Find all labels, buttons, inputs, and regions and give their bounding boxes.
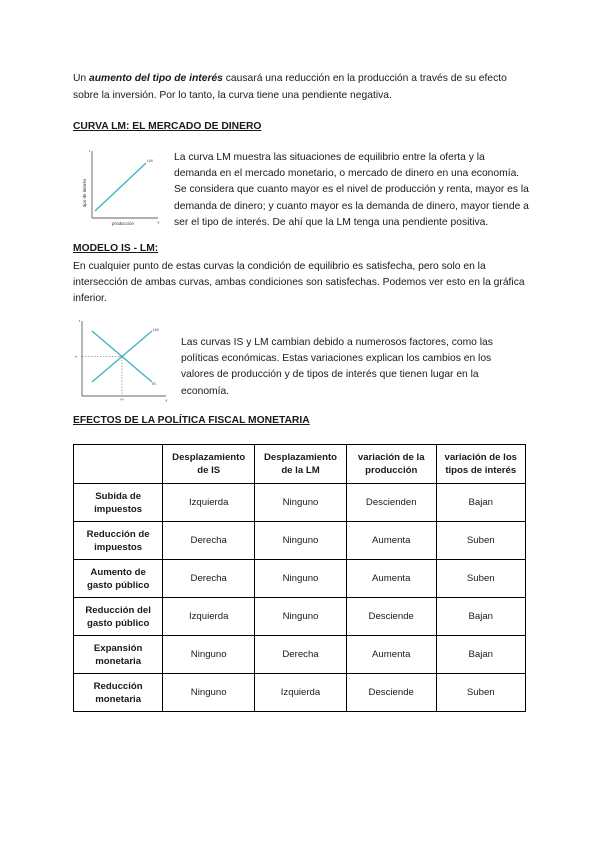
table-row [74, 636, 526, 674]
lm-y-label: tipo de interés [82, 178, 87, 207]
table-cell: Ninguno [255, 522, 347, 560]
intro-paragraph [73, 70, 533, 104]
intro-prefix: Un [73, 73, 90, 84]
table-cell: Aumenta [346, 636, 436, 674]
islm-description: Las curvas IS y LM cambian debido a numerosos factores, como las políticas económicas. Estas variaciones explican los cambios en los valores de producción y de tipos de interés que tienen lugar en la economía. [181, 337, 493, 397]
lm-curve-label: LM [147, 158, 153, 163]
table-cell: Ninguno [163, 674, 255, 712]
lm-x-label: producción [112, 221, 135, 226]
row-header: Subida de impuestos [74, 484, 163, 522]
table-cell: Aumenta [346, 522, 436, 560]
table-cell: Ninguno [255, 598, 347, 636]
row-header: Reducción monetaria [74, 674, 163, 712]
islm-is-label: IS [152, 381, 156, 386]
effects-table [73, 444, 526, 712]
column-header: Desplazamiento de IS [163, 445, 255, 484]
table-header-row [74, 445, 526, 484]
column-header: variación de los tipos de interés [436, 445, 525, 484]
row-header: Reducción de impuestos [74, 522, 163, 560]
table-cell: Suben [436, 522, 525, 560]
effects-heading: EFECTOS DE LA POLÍTICA FISCAL MONETARIA [73, 415, 310, 426]
table-cell: Derecha [163, 560, 255, 598]
islm-eq-y: Y* [120, 398, 124, 402]
row-header: Aumento de gasto público [74, 560, 163, 598]
intro-suffix: causará una reducción en la producción a través de su efecto sobre la inversión. Por lo tanto, la curva tiene una pendiente negativa. [73, 73, 507, 101]
table-cell: Bajan [436, 598, 525, 636]
row-header: Expansión monetaria [74, 636, 163, 674]
table-cell: Suben [436, 560, 525, 598]
table-cell: Ninguno [255, 484, 347, 522]
islm-eq-r: r* [75, 355, 78, 359]
table-cell: Bajan [436, 484, 525, 522]
table-row [74, 598, 526, 636]
table-cell: Suben [436, 674, 525, 712]
table-cell: Desciende [346, 598, 436, 636]
lm-chart [78, 145, 162, 230]
islm-heading: MODELO IS - LM: [73, 243, 159, 254]
row-header: Reducción del gasto público [74, 598, 163, 636]
table-cell: Derecha [163, 522, 255, 560]
lm-description: La curva LM muestra las situaciones de equilibrio entre la oferta y la demanda en el mercado monetario, o mercado de dinero en una economía. Se considera que cuanto mayor es el nivel de producción y renta, mayor es la demanda de dinero; y cuanto mayor es la demanda de dinero, mayor tiende a ser el tipo de interés. De ahí que la LM tenga una pendiente positiva. [174, 152, 529, 228]
lm-x-letter: Y [157, 220, 160, 225]
table-cell: Izquierda [255, 674, 347, 712]
table-row [74, 560, 526, 598]
islm-y-letter: r [79, 318, 81, 323]
intro-emphasis: aumento del tipo de interés [89, 73, 223, 84]
table-cell: Izquierda [163, 484, 255, 522]
table-row [74, 484, 526, 522]
islm-paragraph: En cualquier punto de estas curvas la condición de equilibrio es satisfecha, pero solo en la intersección de ambas curvas, ambas condiciones son satisfechas. Podemos ver esto en la gráfica inferior. [73, 261, 525, 305]
table-cell: Izquierda [163, 598, 255, 636]
table-cell: Bajan [436, 636, 525, 674]
table-cell: Descienden [346, 484, 436, 522]
lm-y-letter: r [89, 148, 91, 153]
table-cell: Desciende [346, 674, 436, 712]
column-header: Desplazamiento de la LM [255, 445, 347, 484]
table-row [74, 522, 526, 560]
lm-heading: CURVA LM: EL MERCADO DE DINERO [73, 121, 262, 132]
column-header [74, 445, 163, 484]
table-row [74, 674, 526, 712]
column-header: variación de la producción [346, 445, 436, 484]
lm-curve [95, 163, 146, 211]
islm-x-letter: Y [165, 398, 168, 402]
table-cell: Ninguno [255, 560, 347, 598]
table-cell: Aumenta [346, 560, 436, 598]
islm-lm-label: LM [153, 327, 159, 332]
islm-chart [70, 317, 170, 402]
table-cell: Ninguno [163, 636, 255, 674]
table-cell: Derecha [255, 636, 347, 674]
